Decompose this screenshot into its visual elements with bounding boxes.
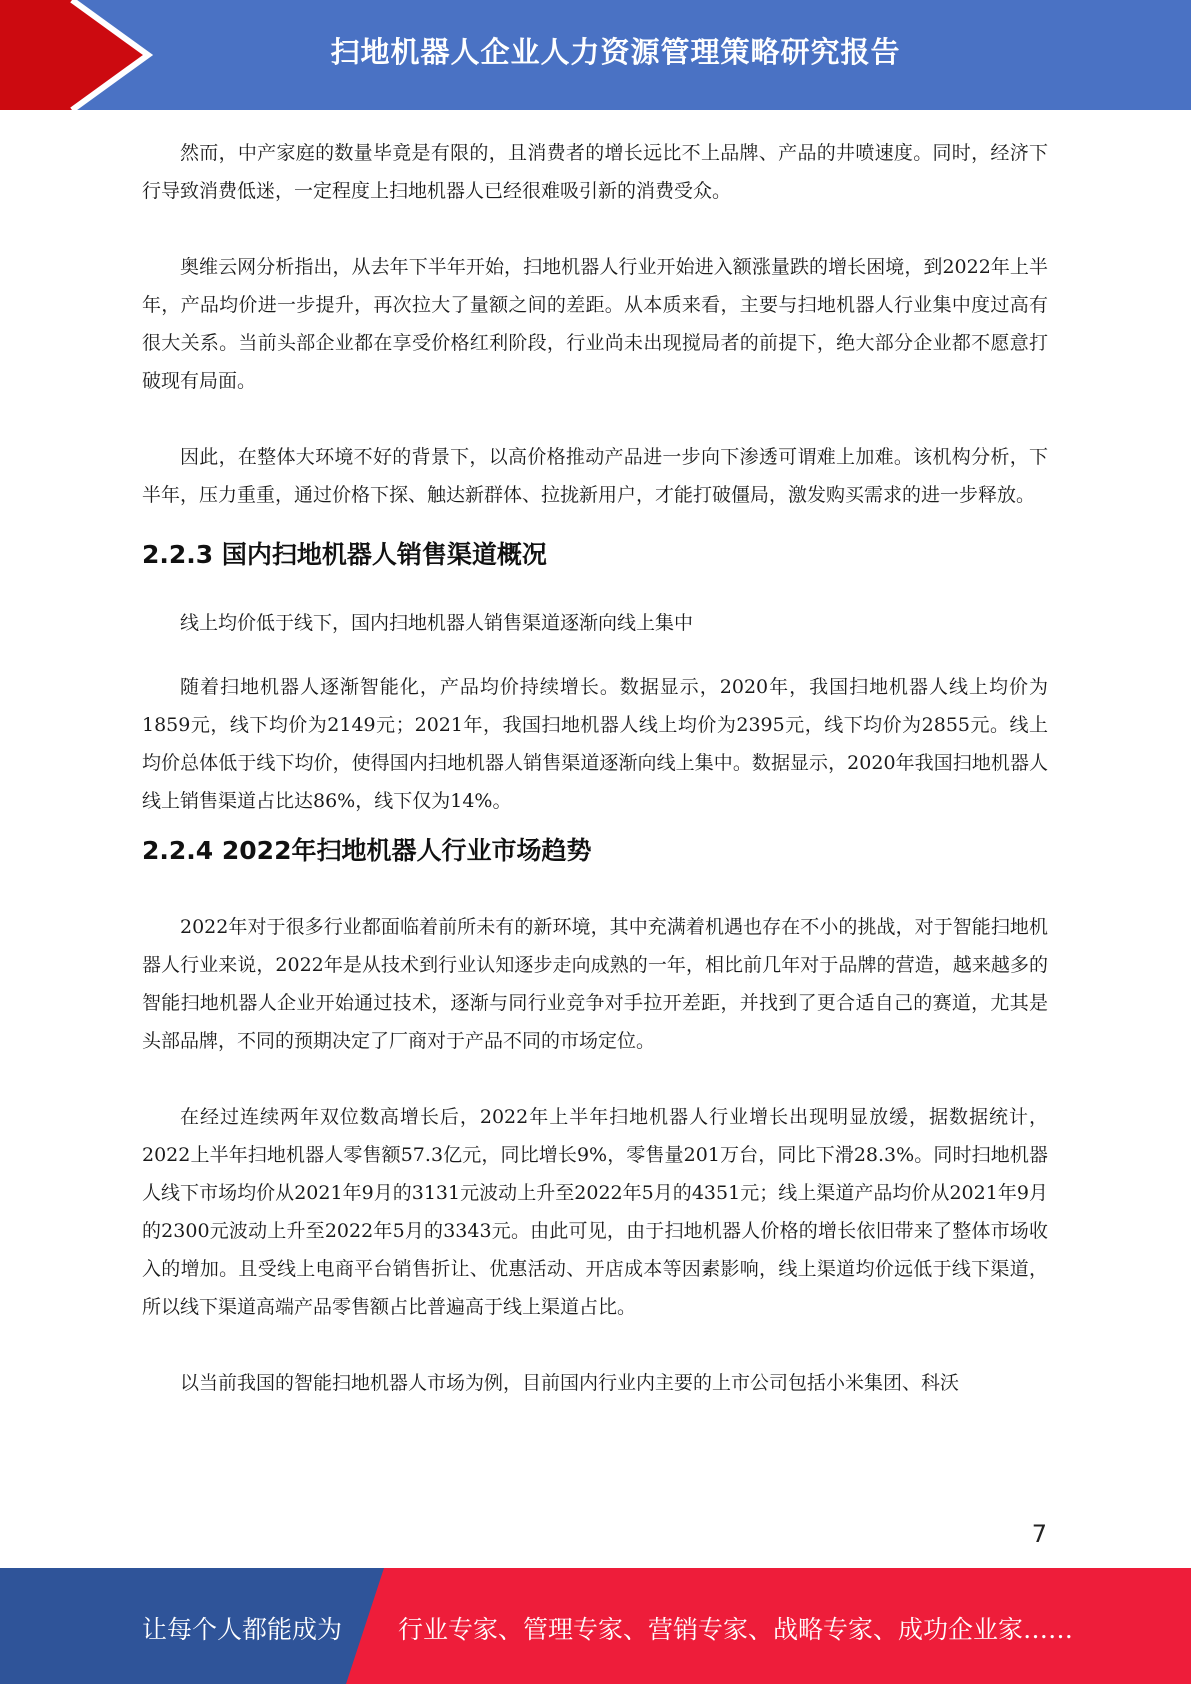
paragraph: 以当前我国的智能扫地机器人市场为例，目前国内行业内主要的上市公司包括小米集团、科沃 bbox=[180, 1372, 960, 1394]
paragraph: 因此，在整体大环境不好的背景下，以高价格推动产品进一步向下渗透可谓难上加难。该机构分析，下半年，压力重重，通过价格下探、触达新群体、拉拢新用户，才能打破僵局，激发购买需求的进一步释放。 bbox=[142, 446, 1048, 506]
paragraph: 2022年对于很多行业都面临着前所未有的新环境，其中充满着机遇也存在不小的挑战，对于智能扫地机器人行业来说，2022年是从技术到行业认知逐步走向成熟的一年，相比前几年对于品牌的营造，越来越多的智能扫地机器人企业开始通过技术，逐渐与同行业竞争对手拉开差距，并找到了更合适自己的赛道，尤其是头部品牌，不同的预期决定了厂商对于产品不同的市场定位。 bbox=[142, 916, 1048, 1052]
footer-slogan-left: 让每个人都能成为 bbox=[142, 1615, 343, 1644]
footer-slogan-right: 行业专家、管理专家、营销专家、战略专家、成功企业家…… bbox=[398, 1615, 1074, 1644]
paragraph: 在经过连续两年双位数高增长后，2022年上半年扫地机器人行业增长出现明显放缓，据数据统计，2022上半年扫地机器人零售额57.3亿元，同比增长9%，零售量201万台，同比下滑28.3%。同时扫地机器人线下市场均价从2021年9月的3131元波动上升至2022年5月的4351元；线上渠道产品均价从2021年9月的2300元波动上升至2022年5月的3343元。由此可见，由于扫地机器人价格的增长依旧带来了整体市场收入的增加。且受线上电商平台销售折让、优惠活动、开店成本等因素影响，线上渠道均价远低于线下渠道，所以线下渠道高端产品零售额占比普遍高于线上渠道占比。 bbox=[142, 1106, 1048, 1318]
page-number: 7 bbox=[1031, 1520, 1047, 1548]
document-body bbox=[142, 134, 1048, 1402]
section-heading: 2.2.3 国内扫地机器人销售渠道概况 bbox=[142, 540, 547, 569]
paragraph: 奥维云网分析指出，从去年下半年开始，扫地机器人行业开始进入额涨量跌的增长困境，到2022年上半年，产品均价进一步提升，再次拉大了量额之间的差距。从本质来看，主要与扫地机器人行业集中度过高有很大关系。当前头部企业都在享受价格红利阶段，行业尚未出现搅局者的前提下，绝大部分企业都不愿意打破现有局面。 bbox=[142, 256, 1048, 392]
page-header bbox=[0, 0, 1191, 110]
page-footer bbox=[0, 1568, 1191, 1684]
paragraph: 线上均价低于线下，国内扫地机器人销售渠道逐渐向线上集中 bbox=[180, 612, 694, 634]
paragraph: 然而，中产家庭的数量毕竟是有限的，且消费者的增长远比不上品牌、产品的井喷速度。同时，经济下行导致消费低迷，一定程度上扫地机器人已经很难吸引新的消费受众。 bbox=[142, 142, 1048, 202]
paragraph: 随着扫地机器人逐渐智能化，产品均价持续增长。数据显示，2020年，我国扫地机器人线上均价为1859元，线下均价为2149元；2021年，我国扫地机器人线上均价为2395元，线下均价为2855元。线上均价总体低于线下均价，使得国内扫地机器人销售渠道逐渐向线上集中。数据显示，2020年我国扫地机器人线上销售渠道占比达86%，线下仅为14%。 bbox=[142, 676, 1048, 812]
section-heading: 2.2.4 2022年扫地机器人行业市场趋势 bbox=[142, 836, 592, 865]
header-title: 扫地机器人企业人力资源管理策略研究报告 bbox=[330, 35, 901, 69]
